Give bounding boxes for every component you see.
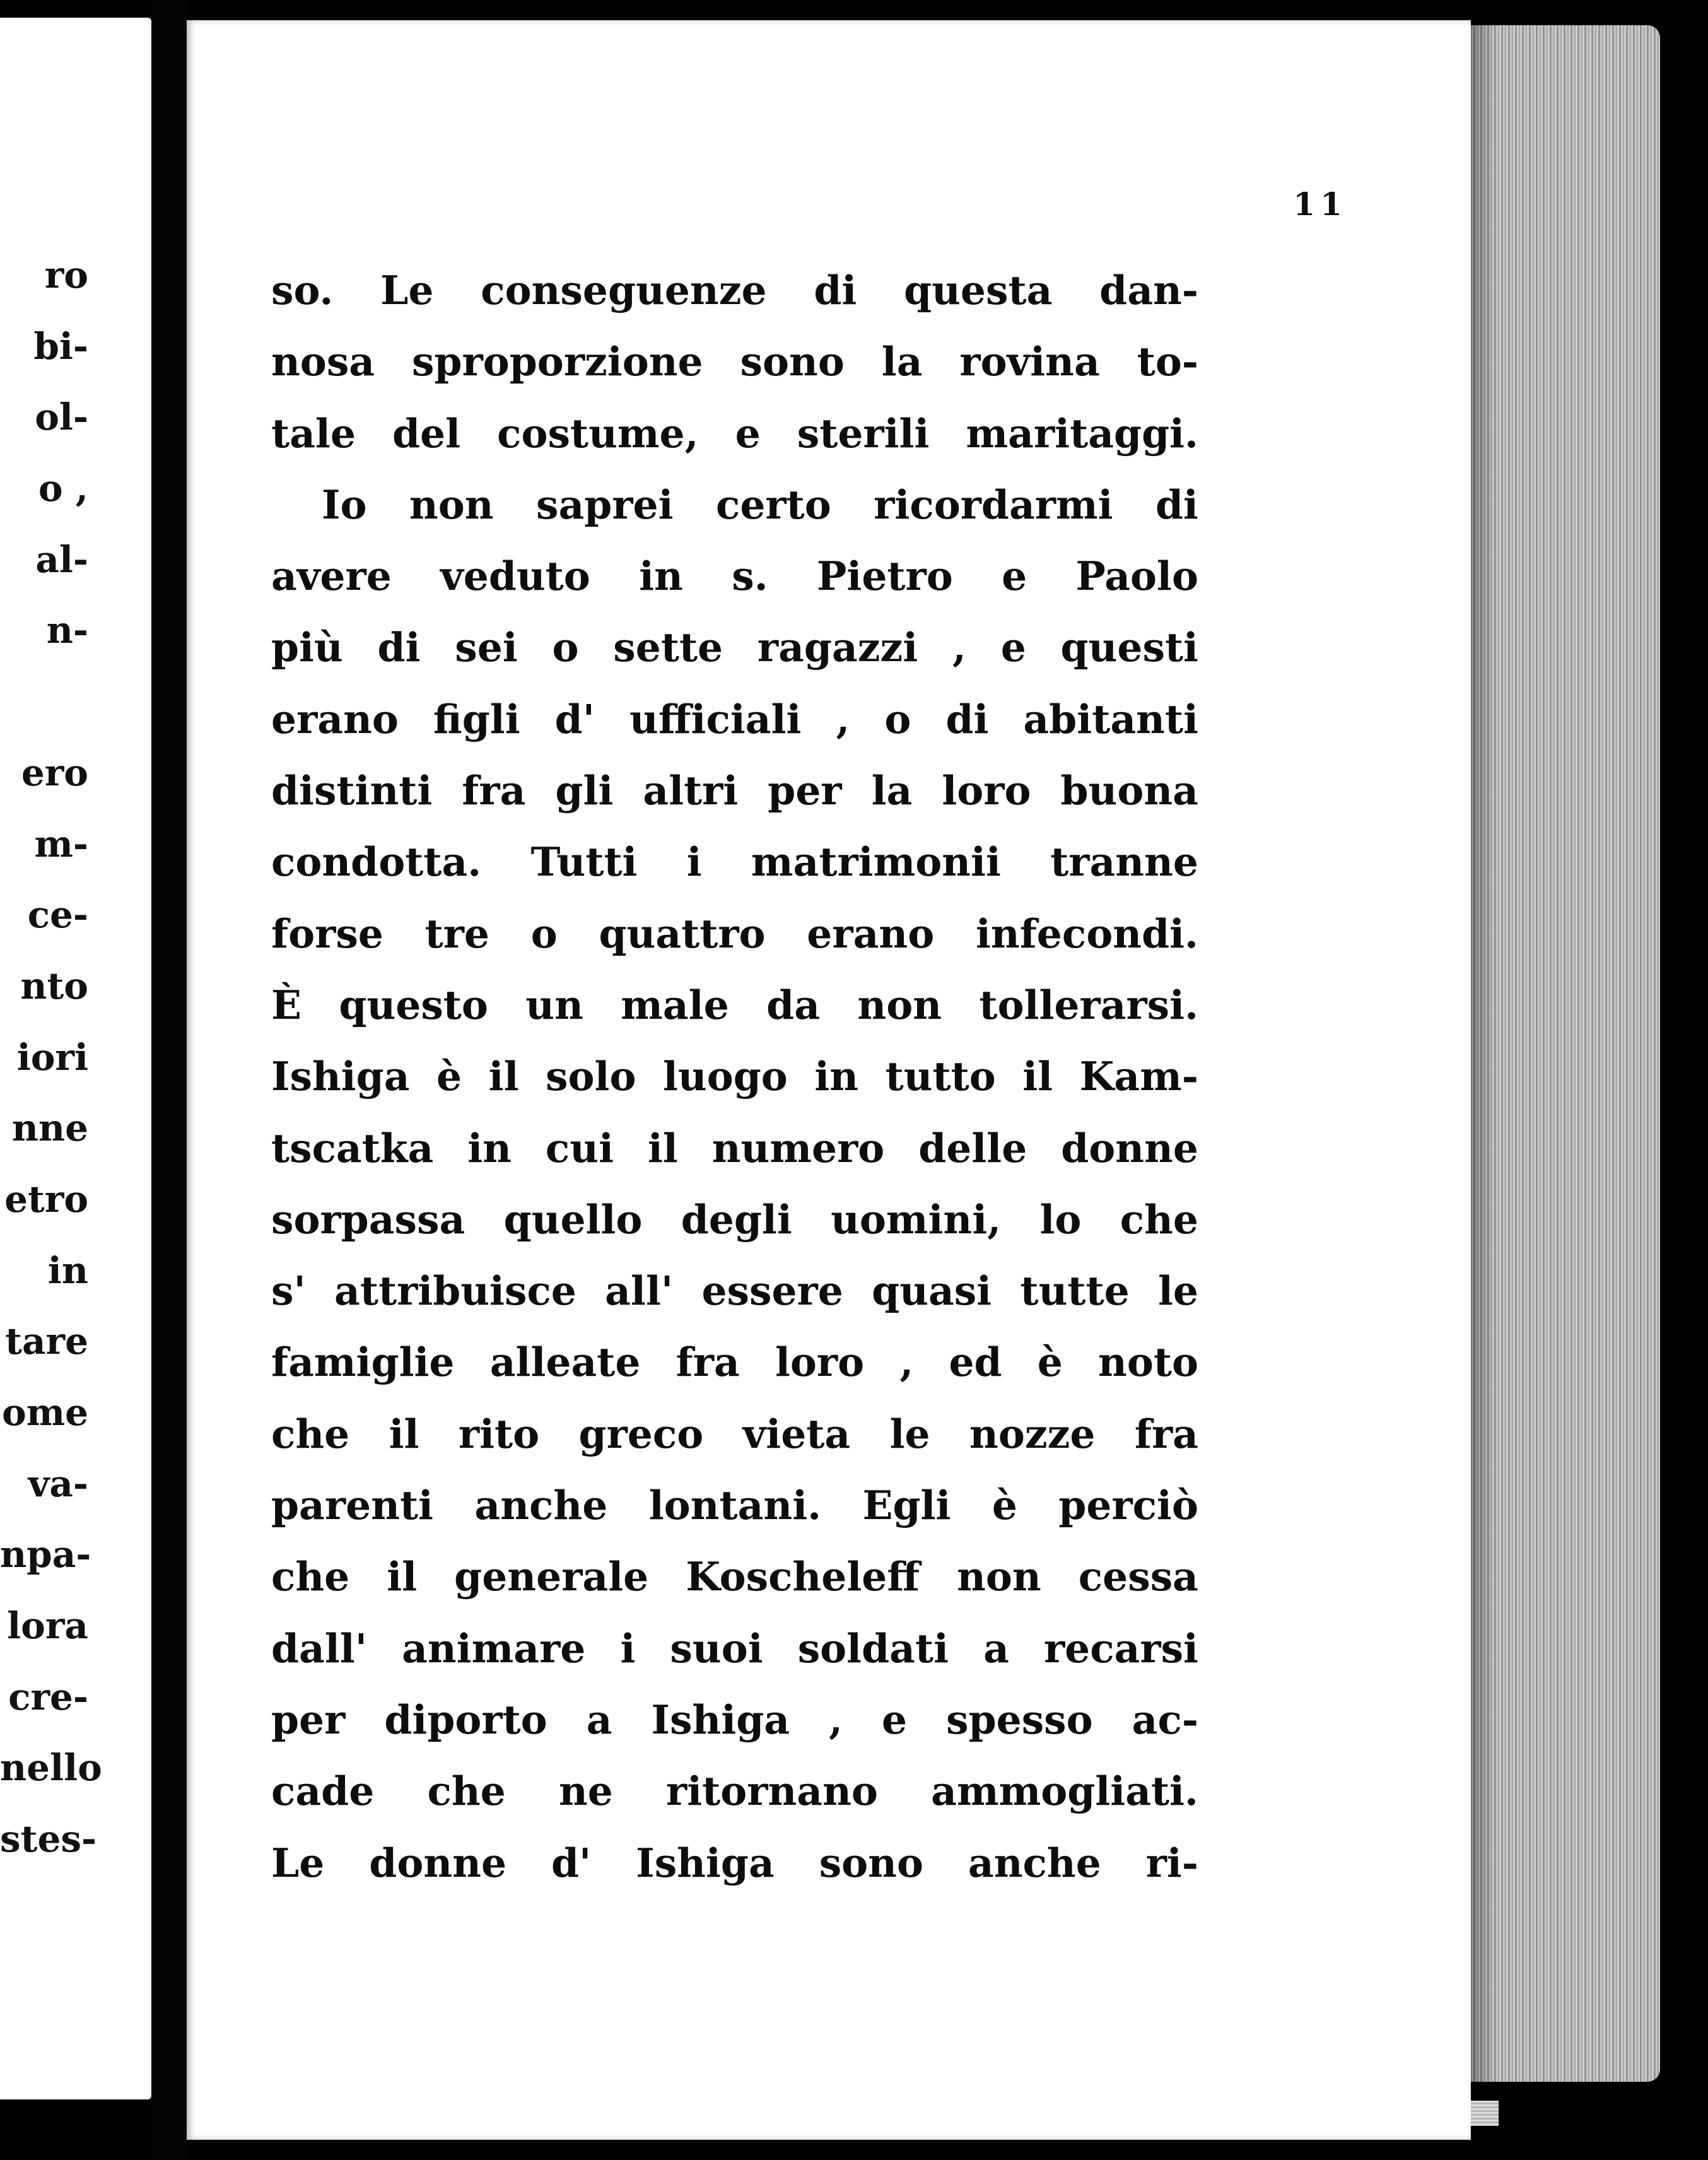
page-fore-edge [1471,25,1660,2082]
left-line: iori [16,1035,88,1079]
left-line: ome [2,1391,88,1434]
text-line: sorpassa quello degli uomini, lo che [271,1195,1198,1243]
text-line: che il rito greco vieta le nozze fra [271,1410,1198,1457]
text-line: distinti fra gli altri per la loro buona [271,767,1198,814]
left-line: nello [0,1746,102,1790]
left-line: ro [44,254,88,296]
left-line: ol- [35,396,88,439]
left-line: stes- [0,1817,97,1861]
text-line: per diporto a Ishiga , e spesso ac- [271,1696,1198,1743]
left-line: ce- [27,893,88,937]
text-line: più di sei o sette ragazzi , e questi [271,624,1198,671]
main-page [187,20,1471,2140]
text-line: tscatka in cui il numero delle donne [271,1124,1198,1171]
left-line: etro [4,1177,88,1221]
text-line: Ishiga è il solo luogo in tutto il Kam- [271,1053,1198,1100]
text-line: che il generale Koscheleff non cessa [271,1553,1198,1600]
left-line: nne [11,1106,88,1150]
left-line: n- [46,609,88,652]
left-line [0,666,151,737]
body-text [271,255,1198,1899]
left-line: in [47,1248,88,1292]
text-line: famiglie alleate fra loro , ed è noto [271,1339,1198,1386]
text-line: dall' animare i suoi soldati a recarsi [271,1624,1198,1672]
left-line: va- [28,1462,88,1505]
text-line: s' attribuisce all' essere quasi tutte le [271,1267,1198,1315]
left-line: tare [5,1320,88,1363]
text-line: erano figli d' ufficiali , o di abitanti [271,695,1198,742]
text-line: condotta. Tutti i matrimonii tranne [271,838,1198,886]
left-page [0,18,151,2099]
left-line: nto [20,964,88,1007]
text-line: tale del costume, e sterili maritaggi. [271,409,1198,457]
text-line: Le donne d' Ishiga sono anche ri- [271,1839,1198,1886]
left-line: ero [21,751,88,794]
text-line: nosa sproporzione sono la rovina to- [271,338,1198,385]
text-line: avere veduto in s. Pietro e Paolo [271,553,1198,600]
left-line: cre- [8,1675,88,1718]
text-line: forse tre o quattro erano infecondi. [271,910,1198,957]
text-line: cade che ne ritornano ammogliati. [271,1768,1198,1815]
book-gutter [151,0,187,2160]
left-line: npa- [0,1533,91,1576]
left-line: al- [35,537,88,581]
left-line: lora [7,1604,88,1648]
text-line: parenti anche lontani. Egli è perciò [271,1482,1198,1529]
left-line: bi- [33,324,88,368]
text-line: so. Le conseguenze di questa dan- [271,267,1198,314]
fore-edge-shadow [1471,25,1496,2082]
left-page-text [0,240,151,1875]
left-line: m- [34,822,88,866]
text-line: Io non saprei certo ricordarmi di [322,481,1198,528]
left-line: o , [38,467,88,510]
text-line: È questo un male da non tollerarsi. [271,981,1198,1028]
page-number: 11 [1293,185,1347,223]
